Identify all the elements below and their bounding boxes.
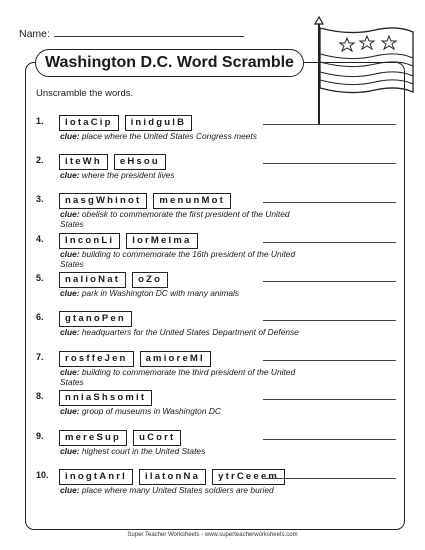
scrambled-word: oZo — [132, 272, 168, 288]
clue-label: clue: — [60, 249, 80, 259]
scrambled-words — [59, 190, 237, 209]
scrambled-word: ytrCeeem — [212, 469, 285, 485]
item-number: 5. — [36, 273, 44, 283]
item-number: 7. — [36, 352, 44, 362]
scrambled-words — [59, 151, 172, 170]
clue-label: clue: — [60, 367, 80, 377]
clue-description: park in Washington DC with many animals — [81, 288, 240, 298]
scrambled-word: IorMeIma — [126, 233, 197, 249]
clue-label: clue: — [60, 288, 80, 298]
clue-label: clue: — [60, 446, 80, 456]
answer-line[interactable] — [263, 124, 396, 125]
clue-label: clue: — [60, 406, 80, 416]
scrambled-word: inogtAnrl — [59, 469, 133, 485]
scrambled-word: lotaCip — [59, 115, 119, 131]
clue-text — [60, 209, 300, 229]
clue-description: group of museums in Washington DC — [81, 406, 221, 416]
page-title: Washington D.C. Word Scramble — [35, 49, 304, 77]
scrambled-word: InconLi — [59, 233, 120, 249]
scrambled-word: rosffeJen — [59, 351, 134, 367]
answer-line[interactable] — [263, 281, 396, 282]
scrambled-word: iteWh — [59, 154, 108, 170]
scrambled-word: inidgulB — [125, 115, 193, 131]
item-number: 10. — [36, 470, 49, 480]
clue-label: clue: — [60, 131, 80, 141]
scrambled-word: nalioNat — [59, 272, 126, 288]
clue-text — [60, 446, 300, 456]
name-label: Name: — [19, 28, 50, 40]
clue-description: building to commemorate the 16th president of the United States — [60, 249, 296, 269]
scrambled-words — [59, 308, 138, 327]
clue-text — [60, 367, 300, 387]
answer-line[interactable] — [263, 439, 396, 440]
name-field[interactable] — [54, 27, 244, 37]
item-number: 6. — [36, 312, 44, 322]
scrambled-words — [59, 466, 291, 485]
clue-text — [60, 249, 300, 269]
item-number: 4. — [36, 234, 44, 244]
item-number: 9. — [36, 431, 44, 441]
clue-description: place where the United States Congress meets — [81, 131, 257, 141]
item-number: 2. — [36, 155, 44, 165]
answer-line[interactable] — [263, 478, 396, 479]
scrambled-word: nniaShsomit — [59, 390, 152, 406]
answer-line[interactable] — [263, 360, 396, 361]
clue-label: clue: — [60, 170, 80, 180]
clue-label: clue: — [60, 209, 80, 219]
clue-description: where the president lives — [81, 170, 175, 180]
clue-description: headquarters for the United States Department of Defense — [81, 327, 299, 337]
clue-text — [60, 327, 300, 337]
scrambled-words — [59, 427, 187, 446]
footer-credit: Super Teacher Worksheets - www.superteacherworksheets.com — [127, 532, 298, 538]
answer-line[interactable] — [263, 202, 396, 203]
scrambled-word: ilatonNa — [139, 469, 206, 485]
instructions: Unscramble the words. — [36, 88, 134, 99]
scrambled-words — [59, 230, 204, 249]
clue-text — [60, 485, 300, 495]
scrambled-words — [59, 348, 217, 367]
answer-line[interactable] — [263, 320, 396, 321]
answer-line[interactable] — [263, 399, 396, 400]
clue-label: clue: — [60, 327, 80, 337]
scrambled-word: nasgWhinot — [59, 193, 147, 209]
clue-text — [60, 170, 300, 180]
scrambled-words — [59, 269, 174, 288]
scrambled-word: eHsou — [114, 154, 166, 170]
scrambled-word: mereSup — [59, 430, 127, 446]
clue-description: building to commemorate the third president of the United States — [60, 367, 296, 387]
clue-description: obelisk to commemorate the first president of the United States — [60, 209, 290, 229]
scrambled-words — [59, 387, 158, 406]
clue-text — [60, 288, 300, 298]
answer-line[interactable] — [263, 242, 396, 243]
item-number: 1. — [36, 116, 44, 126]
clue-text — [60, 131, 300, 141]
scrambled-word: amioreMI — [140, 351, 211, 367]
clue-text — [60, 406, 300, 416]
scrambled-word: gtanoPen — [59, 311, 132, 327]
scrambled-word: uCort — [133, 430, 181, 446]
scrambled-words — [59, 112, 198, 131]
name-row — [19, 27, 244, 40]
scrambled-word: menunMot — [153, 193, 231, 209]
answer-line[interactable] — [263, 163, 396, 164]
clue-description: place where many United States soldiers are buried — [81, 485, 274, 495]
item-number: 3. — [36, 194, 44, 204]
clue-label: clue: — [60, 485, 80, 495]
item-number: 8. — [36, 391, 44, 401]
clue-description: highest court in the United States — [81, 446, 206, 456]
